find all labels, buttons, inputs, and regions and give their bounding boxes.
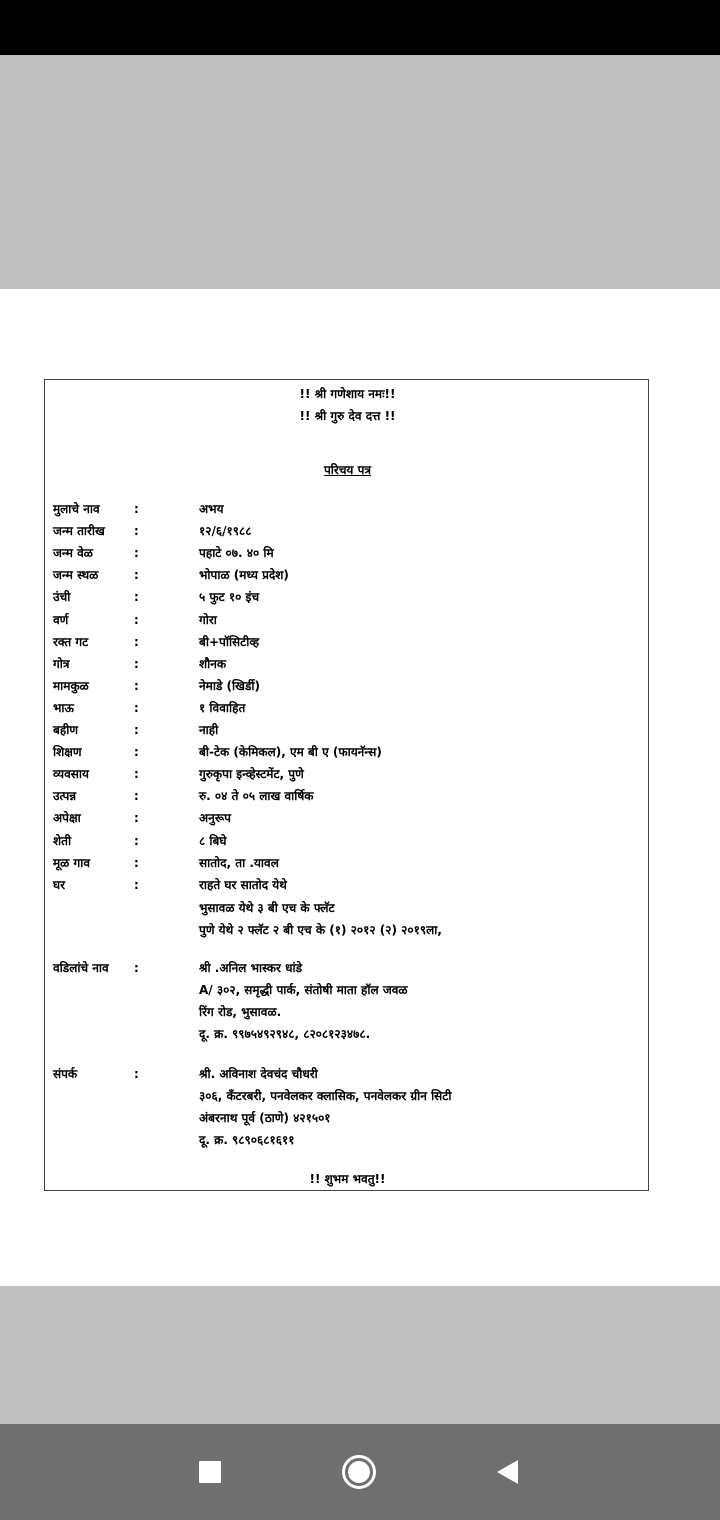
contact-address-1: ३०६, कँटरबरी, पनवेलकर क्लासिक, पनवेलकर ग्रीन सिटी — [199, 1089, 452, 1103]
row-value: नेमाडे (खिर्डी) — [199, 679, 260, 693]
row-colon: : — [134, 635, 139, 649]
contact-name: श्री. अविनाश देवचंद चौधरी — [199, 1067, 318, 1081]
row-value: भोपाळ (मध्य प्रदेश) — [199, 568, 289, 582]
row-value: ५ फुट १० इंच — [199, 590, 260, 604]
row-colon: : — [134, 745, 139, 759]
contact-phone: दू. क्र. ९८९०६८१६११ — [199, 1133, 295, 1147]
row-colon: : — [134, 546, 139, 560]
row-value: नाही — [199, 723, 219, 737]
row-label: उंची — [53, 590, 71, 604]
row-label: वर्ण — [53, 613, 69, 627]
row-colon: : — [134, 568, 139, 582]
back-button[interactable] — [482, 1447, 532, 1497]
row-value: १२/६/१९८८ — [199, 524, 252, 538]
footer-blessing: !! शुभम भवतु!! — [309, 1172, 386, 1186]
row-label: मूळ गाव — [53, 856, 91, 870]
row-label: शेती — [53, 834, 72, 848]
row-value: ८ बिघे — [199, 834, 227, 848]
row-colon: : — [134, 723, 139, 737]
row-value: सातोद, ता .यावल — [199, 856, 279, 870]
biodata-document — [44, 379, 649, 1191]
ghar-line-3: पुणे येथे २ फ्लॅट २ बी एच के (१) २०१२ (२) २०१९ला, — [199, 923, 442, 937]
contact-label: संपर्क — [53, 1067, 78, 1081]
row-colon: : — [134, 878, 139, 892]
row-value: गुरुकृपा इन्व्हेस्टमेंट, पुणे — [199, 767, 304, 781]
row-colon: : — [134, 701, 139, 715]
square-icon — [199, 1461, 221, 1483]
row-label: शिक्षण — [53, 745, 82, 759]
row-label: मुलाचे नाव — [53, 502, 100, 516]
row-label: घर — [53, 878, 66, 892]
row-colon: : — [134, 767, 139, 781]
row-label: व्यवसाय — [53, 767, 89, 781]
header-gurudev: !! श्री गुरु देव दत्त !! — [299, 409, 396, 423]
row-label: उत्पन्न — [53, 789, 77, 803]
row-label: गोत्र — [53, 657, 70, 671]
row-colon: : — [134, 502, 139, 516]
recent-apps-button[interactable] — [185, 1447, 235, 1497]
row-label: जन्म स्थळ — [53, 568, 99, 582]
row-colon: : — [134, 590, 139, 604]
viewer-background-bottom — [0, 1286, 720, 1424]
row-value: पहाटे ०७. ४० मि — [199, 546, 274, 560]
row-colon: : — [134, 789, 139, 803]
father-address-1: A/ ३०२, समृद्धी पार्क, संतोषी माता हॉल जवळ — [199, 983, 408, 997]
home-button[interactable] — [334, 1447, 384, 1497]
row-label: अपेक्षा — [53, 811, 81, 825]
row-colon: : — [134, 834, 139, 848]
contact-address-2: अंबरनाथ पूर्व (ठाणे) ४२१५०१ — [199, 1111, 331, 1125]
row-value: बी-टेक (केमिकल), एम बी ए (फायनॅन्स) — [199, 745, 382, 759]
row-colon: : — [134, 657, 139, 671]
row-label: मामकुळ — [53, 679, 89, 693]
father-address-2: रिंग रोड, भुसावळ. — [199, 1005, 282, 1019]
header-ganesh: !! श्री गणेशाय नमः!! — [299, 387, 396, 401]
row-colon: : — [134, 524, 139, 538]
father-colon: : — [134, 961, 139, 975]
status-bar — [0, 0, 720, 55]
ghar-line-2: भुसावळ येथे ३ बी एच के फ्लॅट — [199, 901, 335, 915]
row-value: १ विवाहित — [199, 701, 246, 715]
row-value: शौनक — [199, 657, 227, 671]
row-colon: : — [134, 679, 139, 693]
row-value: अभय — [199, 502, 224, 516]
row-label: जन्म तारीख — [53, 524, 105, 538]
row-value: रु. ०४ ते ०५ लाख वार्षिक — [199, 789, 314, 803]
father-phone: दू. क्र. ९९७५४९२९४८, ८२०८१२३४७८. — [199, 1027, 371, 1041]
row-label: जन्म वेळ — [53, 546, 93, 560]
row-value: गोरा — [199, 613, 217, 627]
row-label: रक्त गट — [53, 635, 89, 649]
row-label: बहीण — [53, 723, 79, 737]
row-colon: : — [134, 856, 139, 870]
contact-colon: : — [134, 1067, 139, 1081]
triangle-back-icon — [497, 1460, 518, 1484]
viewer-background-top — [0, 55, 720, 289]
document-title: परिचय पत्र — [323, 463, 372, 477]
row-value: अनुरूप — [199, 811, 231, 825]
row-colon: : — [134, 613, 139, 627]
father-name: श्री .अनिल भास्कर धांडे — [199, 961, 303, 975]
circle-icon — [342, 1455, 376, 1489]
row-colon: : — [134, 811, 139, 825]
father-label: वडिलांचे नाव — [53, 961, 109, 975]
row-value: बी+पॉसिटीव्ह — [199, 635, 260, 649]
row-value: राहते घर सातोद येथे — [199, 878, 287, 892]
row-label: भाऊ — [53, 701, 74, 715]
